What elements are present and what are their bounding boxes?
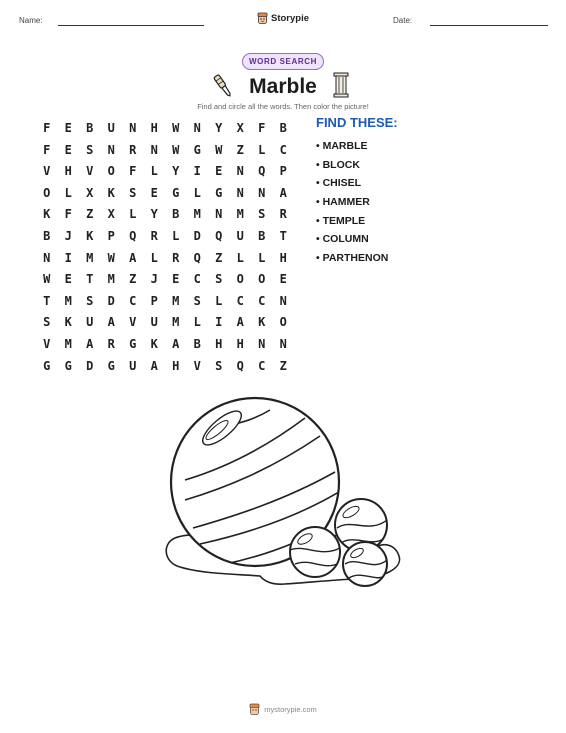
grid-letter[interactable]: Y — [172, 164, 180, 179]
grid-letter[interactable]: E — [215, 164, 223, 179]
name-label: Name: — [19, 16, 43, 25]
word-item: • BLOCK — [316, 158, 360, 171]
grid-letter[interactable]: X — [236, 121, 244, 135]
small-marble — [290, 527, 340, 577]
grid-letter[interactable]: O — [279, 315, 287, 330]
grid-letter[interactable]: L — [193, 185, 201, 200]
grid-letter[interactable]: A — [172, 336, 180, 351]
grid-letter[interactable]: C — [193, 272, 201, 287]
grid-letter[interactable]: M — [172, 315, 180, 330]
grid-letter[interactable]: R — [107, 336, 115, 351]
grid-letter[interactable]: N — [258, 336, 266, 351]
grid-letter[interactable]: H — [172, 358, 180, 373]
grid-letter[interactable]: L — [258, 142, 266, 157]
grid-letter[interactable]: Z — [86, 207, 94, 222]
grid-letter[interactable]: E — [172, 272, 180, 287]
brand-name: Storypie — [271, 12, 310, 24]
grid-letter[interactable]: O — [236, 272, 244, 287]
grid-letter[interactable]: G — [64, 358, 72, 373]
grid-letter[interactable]: C — [279, 142, 287, 157]
grid-letter[interactable]: K — [86, 228, 94, 243]
grid-letter[interactable]: I — [64, 250, 72, 265]
grid-letter[interactable]: Z — [236, 142, 244, 157]
grid-letter[interactable]: N — [129, 121, 137, 135]
grid-letter[interactable]: S — [215, 358, 223, 373]
name-field-line[interactable] — [58, 25, 204, 26]
grid-letter[interactable]: W — [172, 121, 180, 135]
grid-letter[interactable]: Y — [150, 207, 158, 222]
grid-letter[interactable]: L — [150, 250, 158, 265]
storypie-mascot-icon — [249, 703, 260, 716]
grid-letter[interactable]: M — [64, 293, 72, 308]
grid-letter[interactable]: L — [150, 164, 158, 179]
grid-letter[interactable]: V — [43, 164, 51, 179]
grid-letter[interactable]: U — [236, 228, 244, 243]
grid-letter[interactable]: C — [236, 293, 244, 308]
grid-letter[interactable]: V — [86, 164, 94, 179]
grid-letter[interactable]: C — [129, 293, 137, 308]
grid-letter[interactable]: N — [279, 293, 287, 308]
grid-letter[interactable]: I — [215, 315, 223, 330]
grid-letter[interactable]: G — [129, 336, 137, 351]
grid-letter[interactable]: C — [258, 293, 266, 308]
grid-letter[interactable]: E — [64, 142, 72, 157]
grid-letter[interactable]: M — [107, 272, 115, 287]
grid-letter[interactable]: T — [279, 228, 287, 243]
grid-letter[interactable]: E — [150, 185, 158, 200]
grid-letter[interactable]: S — [258, 207, 266, 222]
grid-letter[interactable]: W — [215, 142, 223, 157]
grid-letter[interactable]: N — [215, 207, 223, 222]
find-these-heading: FIND THESE: — [316, 115, 398, 130]
grid-letter[interactable]: K — [258, 315, 266, 330]
grid-letter[interactable]: O — [43, 185, 51, 200]
grid-letter[interactable]: L — [172, 228, 180, 243]
grid-letter[interactable]: A — [86, 336, 94, 351]
instructions: Find and circle all the words. Then color the picture! — [197, 102, 369, 111]
grid-letter[interactable]: Z — [279, 358, 287, 373]
grid-letter[interactable]: F — [43, 142, 51, 157]
grid-letter[interactable]: Q — [236, 358, 244, 373]
grid-letter[interactable]: F — [129, 164, 137, 179]
grid-letter[interactable]: Q — [258, 164, 266, 179]
grid-letter[interactable]: P — [107, 228, 115, 243]
grid-letter[interactable]: Z — [129, 272, 137, 287]
word-item: • TEMPLE — [316, 214, 366, 227]
grid-letter[interactable]: M — [193, 207, 201, 222]
grid-letter[interactable]: H — [64, 164, 72, 179]
grid-letter[interactable]: N — [279, 336, 287, 351]
brand — [257, 10, 309, 26]
grid-letter[interactable]: N — [193, 121, 201, 135]
marbles-coloring-picture[interactable] — [155, 388, 407, 598]
grid-letter[interactable]: U — [150, 315, 158, 330]
grid-letter[interactable]: S — [129, 185, 137, 200]
grid-letter[interactable]: X — [86, 185, 94, 200]
footer — [0, 703, 566, 716]
grid-letter[interactable]: Y — [215, 121, 223, 135]
grid-letter[interactable]: W — [43, 272, 51, 287]
grid-letter[interactable]: N — [236, 164, 244, 179]
grid-letter[interactable]: F — [43, 121, 51, 135]
grid-letter[interactable]: A — [279, 185, 287, 200]
grid-letter[interactable]: Q — [193, 250, 201, 265]
word-item: • CHISEL — [316, 177, 362, 190]
grid-letter[interactable]: K — [64, 315, 72, 330]
grid-letter[interactable]: G — [43, 358, 51, 373]
grid-letter[interactable]: K — [107, 185, 115, 200]
grid-letter[interactable]: K — [150, 336, 158, 351]
grid-letter[interactable]: L — [215, 293, 223, 308]
grid-letter[interactable]: T — [43, 293, 51, 308]
grid-letter[interactable]: W — [107, 250, 115, 265]
grid-letter[interactable]: E — [64, 272, 72, 287]
grid-letter[interactable]: H — [215, 336, 223, 351]
grid-letter[interactable]: H — [279, 250, 287, 265]
grid-letter[interactable]: B — [258, 228, 266, 243]
grid-letter[interactable]: R — [150, 228, 158, 243]
grid-letter[interactable]: V — [193, 358, 201, 373]
grid-letter[interactable]: L — [236, 250, 244, 265]
column-icon — [333, 72, 349, 98]
grid-letter[interactable]: B — [193, 336, 201, 351]
word-search-badge: WORD SEARCH — [242, 53, 324, 70]
date-label: Date: — [393, 16, 413, 25]
grid-letter[interactable]: G — [107, 358, 115, 373]
grid-letter[interactable]: P — [150, 293, 158, 308]
grid-letter[interactable]: R — [172, 250, 180, 265]
grid-letter[interactable]: S — [43, 315, 51, 330]
grid-letter[interactable]: V — [129, 315, 137, 330]
grid-letter[interactable]: Q — [129, 228, 137, 243]
grid-letter[interactable]: T — [86, 272, 94, 287]
grid-letter[interactable]: C — [258, 358, 266, 373]
grid-letter[interactable]: N — [258, 185, 266, 200]
grid-letter[interactable]: O — [258, 272, 266, 287]
grid-letter[interactable]: M — [236, 207, 244, 222]
grid-letter[interactable]: A — [129, 250, 137, 265]
date-field-line[interactable] — [430, 25, 548, 26]
grid-letter[interactable]: L — [129, 207, 137, 222]
grid-letter[interactable]: B — [279, 121, 287, 135]
grid-letter[interactable]: O — [107, 164, 115, 179]
grid-letter[interactable]: N — [236, 185, 244, 200]
grid-letter[interactable]: B — [172, 207, 180, 222]
grid-letter[interactable]: A — [236, 315, 244, 330]
grid-letter[interactable]: S — [86, 293, 94, 308]
grid-letter[interactable]: U — [129, 358, 137, 373]
storypie-mascot-icon — [257, 12, 268, 25]
grid-letter[interactable]: E — [64, 121, 72, 135]
grid-letter[interactable]: H — [236, 336, 244, 351]
grid-letter[interactable]: E — [279, 272, 287, 287]
grid-letter[interactable]: D — [193, 228, 201, 243]
grid-letter[interactable]: B — [86, 121, 94, 135]
word-item: • MARBLE — [316, 140, 368, 152]
grid-letter[interactable]: F — [258, 121, 266, 135]
letter-grid — [36, 118, 294, 377]
grid-letter[interactable]: U — [86, 315, 94, 330]
footer-site-link[interactable]: mystorypie.com — [264, 705, 317, 714]
word-item: • HAMMER — [316, 196, 370, 209]
grid-letter[interactable]: X — [107, 207, 115, 222]
grid-letter[interactable]: M — [172, 293, 180, 308]
grid-letter[interactable]: U — [107, 121, 115, 135]
word-item: • PARTHENON — [316, 252, 389, 265]
word-list — [316, 137, 388, 268]
grid-letter[interactable]: W — [172, 142, 180, 157]
grid-letter[interactable]: F — [64, 207, 72, 222]
grid-letter[interactable]: N — [150, 142, 158, 157]
grid-letter[interactable]: V — [43, 336, 51, 351]
grid-letter[interactable]: S — [193, 293, 201, 308]
word-item: • COLUMN — [316, 233, 369, 246]
grid-letter[interactable]: Q — [215, 228, 223, 243]
grid-letter[interactable]: J — [150, 272, 158, 287]
grid-letter[interactable]: J — [64, 228, 72, 243]
grid-letter[interactable]: L — [64, 185, 72, 200]
grid-letter[interactable]: Z — [215, 250, 223, 265]
grid-letter[interactable]: R — [129, 142, 137, 157]
grid-letter[interactable]: L — [258, 250, 266, 265]
grid-letter[interactable]: S — [86, 142, 94, 157]
grid-letter[interactable]: B — [43, 228, 51, 243]
grid-letter[interactable]: R — [279, 207, 287, 222]
grid-letter[interactable]: K — [43, 207, 51, 222]
grid-letter[interactable]: S — [215, 272, 223, 287]
grid-letter[interactable]: H — [150, 121, 158, 135]
grid-letter[interactable]: P — [279, 164, 287, 179]
grid-letter[interactable]: G — [193, 142, 201, 157]
page-title: Marble — [249, 75, 317, 98]
grid-letter[interactable]: M — [64, 336, 72, 351]
grid-letter[interactable]: M — [86, 250, 94, 265]
grid-letter[interactable]: N — [107, 142, 115, 157]
grid-letter[interactable]: A — [150, 358, 158, 373]
grid-letter[interactable]: N — [43, 250, 51, 265]
grid-letter[interactable]: A — [107, 315, 115, 330]
grid-letter[interactable]: G — [215, 185, 223, 200]
grid-letter[interactable]: D — [86, 358, 94, 373]
grid-letter[interactable]: G — [172, 185, 180, 200]
grid-letter[interactable]: L — [193, 315, 201, 330]
grid-letter[interactable]: D — [107, 293, 115, 308]
grid-letter[interactable]: I — [193, 164, 201, 179]
